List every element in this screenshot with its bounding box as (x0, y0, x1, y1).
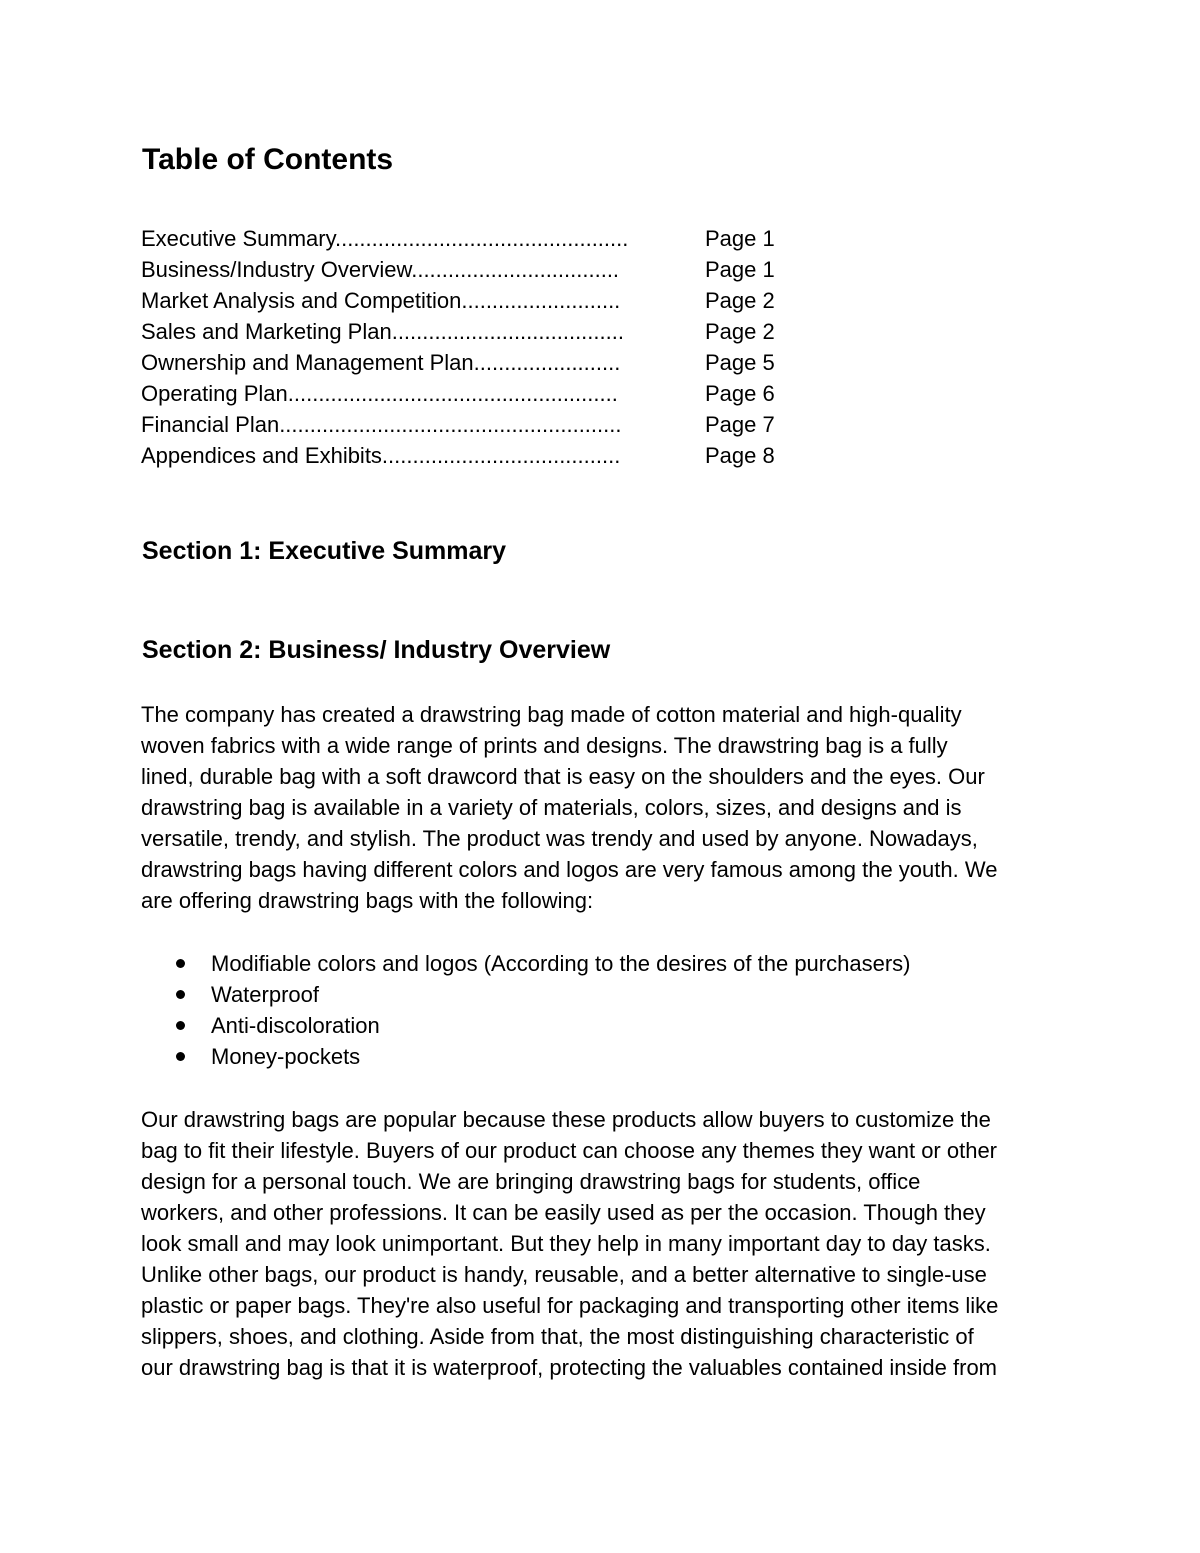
paragraph-line: drawstring bag is available in a variety of materials, colors, sizes, and designs and is (141, 795, 962, 820)
toc-entry-page: Page 7 (705, 412, 775, 437)
bullet-text: Money-pockets (211, 1044, 361, 1069)
toc-entry-page: Page 1 (705, 226, 775, 251)
toc-entry (141, 378, 801, 409)
section-2-heading: Section 2: Business/ Industry Overview (142, 636, 611, 664)
toc-entry-label: Sales and Marketing Plan...................................... (141, 319, 624, 344)
paragraph-line: slippers, shoes, and clothing. Aside from that, the most distinguishing characteristic of (141, 1324, 974, 1349)
toc-entry-label: Financial Plan........................................................ (141, 412, 622, 437)
toc-entry-page: Page 2 (705, 319, 775, 344)
toc-list (141, 223, 801, 471)
paragraph-line: Unlike other bags, our product is handy, reusable, and a better alternative to single-use (141, 1262, 987, 1287)
toc-entry-label: Business/Industry Overview.................................. (141, 257, 620, 282)
paragraph-line: bag to fit their lifestyle. Buyers of our product can choose any themes they want or other (141, 1138, 998, 1163)
paragraph-line: are offering drawstring bags with the following: (141, 888, 594, 913)
paragraph-line: lined, durable bag with a soft drawcord that is easy on the shoulders and the eyes. Our (141, 764, 985, 789)
toc-entry-page: Page 1 (705, 257, 775, 282)
bullet-dot-icon (176, 959, 185, 968)
bullet-text: Anti-discoloration (211, 1013, 380, 1038)
bullet-dot-icon (176, 1052, 185, 1061)
toc-entry (141, 440, 801, 471)
bullet-text: Waterproof (211, 982, 320, 1007)
paragraph-line: design for a personal touch. We are bringing drawstring bags for students, office (141, 1169, 921, 1194)
toc-entry-page: Page 6 (705, 381, 775, 406)
toc-entry-page: Page 2 (705, 288, 775, 313)
paragraph-line: workers, and other professions. It can be easily used as per the occasion. Though they (141, 1200, 986, 1225)
paragraph-line: drawstring bags having different colors and logos are very famous among the youth. We (141, 857, 998, 882)
paragraph-line: look small and may look unimportant. But they help in many important day to day tasks. (141, 1231, 991, 1256)
toc-entry (141, 254, 801, 285)
paragraph-line: plastic or paper bags. They're also useful for packaging and transporting other items like (141, 1293, 999, 1318)
paragraph-line: The company has created a drawstring bag made of cotton material and high-quality (141, 702, 962, 727)
toc-entry-page: Page 5 (705, 350, 775, 375)
bullet-dot-icon (176, 990, 185, 999)
overview-paragraph-2 (141, 1104, 1081, 1383)
toc-title: Table of Contents (142, 143, 394, 176)
paragraph-line: versatile, trendy, and stylish. The product was trendy and used by anyone. Nowadays, (141, 826, 978, 851)
toc-entry-label: Ownership and Management Plan........................ (141, 350, 621, 375)
toc-entry-label: Executive Summary................................................ (141, 226, 629, 251)
bullet-dot-icon (176, 1021, 185, 1030)
toc-entry (141, 316, 801, 347)
paragraph-line: our drawstring bag is that it is waterproof, protecting the valuables contained inside from (141, 1355, 998, 1380)
toc-entry (141, 285, 801, 316)
paragraph-line: woven fabrics with a wide range of prints and designs. The drawstring bag is a fully (141, 733, 948, 758)
toc-entry (141, 223, 801, 254)
toc-entry-page: Page 8 (705, 443, 775, 468)
section-1-heading: Section 1: Executive Summary (142, 537, 507, 565)
toc-entry (141, 409, 801, 440)
toc-entry-label: Operating Plan...................................................... (141, 381, 618, 406)
toc-entry (141, 347, 801, 378)
toc-entry-label: Appendices and Exhibits....................................... (141, 443, 621, 468)
paragraph-line: Our drawstring bags are popular because these products allow buyers to customize the (141, 1107, 991, 1132)
overview-paragraph-1 (141, 699, 1081, 916)
bullet-text: Modifiable colors and logos (According to the desires of the purchasers) (211, 951, 911, 976)
toc-entry-label: Market Analysis and Competition.......................... (141, 288, 621, 313)
